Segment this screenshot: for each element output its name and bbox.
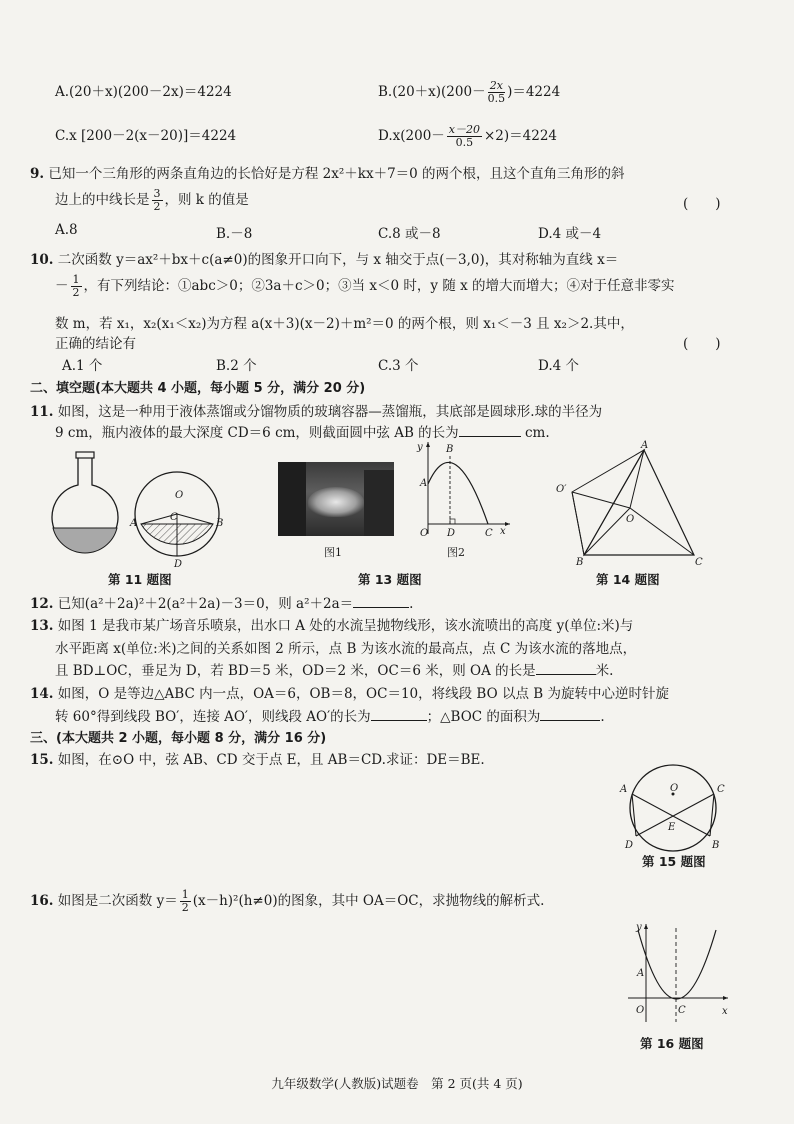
q10-option-a: A.1 个 [62,358,103,374]
q9-text2-post: ，则 k 的值是 [164,192,249,208]
q8-option-a: A.(20＋x)(200－2x)＝4224 [55,84,232,100]
q16-frac-num: 1 [181,888,189,901]
q9-number: 9. [30,166,45,182]
q16-text-pre: 如图是二次函数 y＝ [57,893,178,909]
q9-option-a: A.8 [55,222,78,238]
svg-text:D: D [447,528,456,539]
fountain-spray-graphic [308,487,364,517]
q10-option-c: C.3 个 [378,358,419,374]
q14-answer-blank-1[interactable] [371,720,427,721]
q14-text2-end: . [600,709,605,725]
q9-option-c: C.8 或－8 [378,226,441,242]
q10-frac-den: 2 [72,286,80,299]
q8-d-num: x－20 [448,123,480,136]
figure-14-caption: 第 14 题图 [596,572,660,587]
q9-text2-pre: 边上的中线长是 [55,192,150,208]
q9-option-b: B.－8 [216,226,253,242]
q16-frac-den: 2 [181,901,189,914]
svg-text:y: y [417,442,423,453]
q9-option-d: D.4 或－4 [538,226,602,242]
svg-text:O: O [636,1005,645,1016]
svg-text:B: B [576,557,584,568]
svg-text:C: C [717,784,725,795]
q14-text2-pre: 转 60°得到线段 BO′，连接 AO′，则线段 AO′的长为 [55,709,371,725]
svg-text:D: D [174,559,183,570]
q9-frac-den: 2 [153,200,161,213]
q8-d-pre: D.x(200－ [378,128,445,144]
section-3-heading: 三、(本大题共 2 小题，每小题 8 分，满分 16 分) [30,731,327,746]
q8-d-den: 0.5 [455,136,474,149]
q8-d-post: ×2)＝4224 [484,128,558,144]
q8-b-den: 0.5 [487,92,506,105]
svg-text:A: A [641,440,649,451]
q16-number: 16. [30,893,54,909]
q11-unit: cm. [524,425,550,441]
q14-answer-blank-2[interactable] [540,720,600,721]
figure-13-sub1-label: 图1 [324,546,342,559]
figure-15-caption: 第 15 题图 [642,854,706,869]
q12-end: . [409,596,414,612]
q13-line3 [55,659,613,679]
q10-option-b: B.2 个 [216,358,257,374]
q10-text1: 二次函数 y＝ax²＋bx＋c(a≠0)的图象开口向下，与 x 轴交于点(－3,0)，其对称轴为直线 x＝ [57,252,619,268]
q10-line2 [55,274,675,299]
q8-b-num: 2x [488,80,506,93]
svg-text:A: A [130,518,138,529]
q10-text2-pre: － [55,278,69,294]
q8-b-frac [488,80,506,105]
q14-line2 [55,705,605,725]
q16-line [30,889,544,914]
q12-line [30,592,413,612]
q13-line2: 水平距离 x(单位:米)之间的关系如图 2 所示，点 B 为该水流的最高点，点 C 为该水流的落地点， [55,641,637,657]
q15-number: 15. [30,752,54,768]
svg-text:x: x [500,526,506,537]
q11-answer-blank[interactable] [459,436,521,437]
svg-text:x: x [722,1006,728,1017]
building-left-graphic [278,462,306,536]
figure-15-circle [608,764,738,854]
q9-text1: 已知一个三角形的两条直角边的长恰好是方程 2x²＋kx＋7＝0 的两个根，且这个直角三角形的斜 [48,166,625,182]
q15-line [30,748,485,768]
svg-text:B: B [216,518,224,529]
q10-frac-num: 1 [72,273,80,286]
q8-b-pre: B.(20＋x)(200－ [378,84,486,100]
svg-text:A: A [637,968,645,979]
q11-text2: 9 cm，瓶内液体的最大深度 CD＝6 cm，则截面圆中弦 AB 的长为 [55,425,459,441]
q8-b-post: )＝4224 [507,84,561,100]
svg-text:C: C [170,512,178,523]
q13-number: 13. [30,618,54,634]
q13-line1 [30,614,633,634]
svg-text:C: C [485,528,493,539]
q8-d-frac [447,124,482,149]
section-2-heading: 二、填空题(本大题共 4 小题，每小题 5 分，满分 20 分) [30,381,366,396]
page-footer: 九年级数学(人教版)试题卷 第 2 页(共 4 页) [271,1076,523,1091]
q13-text3: 且 BD⊥OC，垂足为 D，若 BD＝5 米，OD＝2 米，OC＝6 米，则 OA 的长是 [55,663,536,679]
svg-text:D: D [625,840,634,851]
q8-option-c: C.x [200－2(x－20)]＝4224 [55,128,237,144]
figure-13-caption: 第 13 题图 [358,572,422,587]
q13-answer-blank[interactable] [536,674,596,675]
q14-number: 14. [30,686,54,702]
q10-line3: 数 m，若 x₁，x₂(x₁＜x₂)为方程 a(x＋3)(x－2)＋m²＝0 的两个根，则 x₁＜－3 且 x₂＞2.其中， [55,316,634,332]
q10-frac [71,274,82,299]
svg-text:E: E [668,822,676,833]
figure-14-triangle [552,440,722,570]
svg-text:O: O [175,490,184,501]
building-right-graphic [364,470,394,536]
q10-line1 [30,248,618,268]
q14-text1: 如图，O 是等边△ABC 内一点，OA＝6，OB＝8，OC＝10，将线段 BO 以点 B 为旋转中心逆时针旋 [57,686,669,702]
q13-unit: 米. [595,663,614,679]
q9-answer-bracket: ( ) [683,196,721,212]
q13-text1: 如图 1 是我市某广场音乐喷泉，出水口 A 处的水流呈抛物线形，该水流喷出的高度 y(单位:米)与 [57,618,634,634]
svg-text:C: C [695,557,703,568]
figure-13-graph [414,438,514,538]
q9-line2 [55,188,249,213]
svg-text:y: y [636,922,642,933]
q9-frac [152,188,163,213]
q12-text: 已知(a²＋2a)²＋2(a²＋2a)－3＝0，则 a²＋2a＝ [57,596,354,612]
svg-text:O′: O′ [556,484,567,495]
q11-number: 11. [30,404,54,420]
svg-text:A: A [420,478,428,489]
q10-number: 10. [30,252,54,268]
figure-13-fountain-photo [278,462,394,536]
q11-text1: 如图，这是一种用于液体蒸馏或分馏物质的玻璃容器—蒸馏瓶，其底部是圆球形.球的半径为 [57,404,603,420]
q12-answer-blank[interactable] [353,607,409,608]
q8-option-b [378,80,560,105]
figure-16-parabola [624,918,734,1028]
q9-frac-num: 3 [153,187,161,200]
q16-frac [180,889,191,914]
figure-11-flask [50,450,224,570]
q10-option-d: D.4 个 [538,358,580,374]
figure-16-caption: 第 16 题图 [640,1036,704,1051]
q11-line1 [30,400,602,420]
q9-line1 [30,162,625,182]
svg-text:B: B [712,840,720,851]
q8-option-d [378,124,557,149]
q10-answer-bracket: ( ) [683,336,721,352]
q12-number: 12. [30,596,54,612]
figure-11-caption: 第 11 题图 [108,572,172,587]
svg-text:O: O [670,783,679,794]
svg-text:B: B [446,444,454,455]
svg-text:A: A [620,784,628,795]
q10-line4: 正确的结论有 [55,336,136,352]
figure-13-sub2-label: 图2 [447,546,465,559]
q14-text2-mid: ；△BOC 的面积为 [426,709,541,725]
q15-text: 如图，在⊙O 中，弦 AB、CD 交于点 E，且 AB＝CD.求证：DE＝BE. [57,752,485,768]
svg-text:O: O [420,528,429,539]
q10-text2-post: ，有下列结论：①abc＞0；②3a＋c＞0；③当 x＜0 时，y 随 x 的增大而增大；④对于任意非零实 [83,278,675,294]
q16-text-post: (x－h)²(h≠0)的图象，其中 OA＝OC，求抛物线的解析式. [192,893,545,909]
svg-text:O: O [626,514,635,525]
q14-line1 [30,682,669,702]
svg-text:C: C [678,1005,686,1016]
